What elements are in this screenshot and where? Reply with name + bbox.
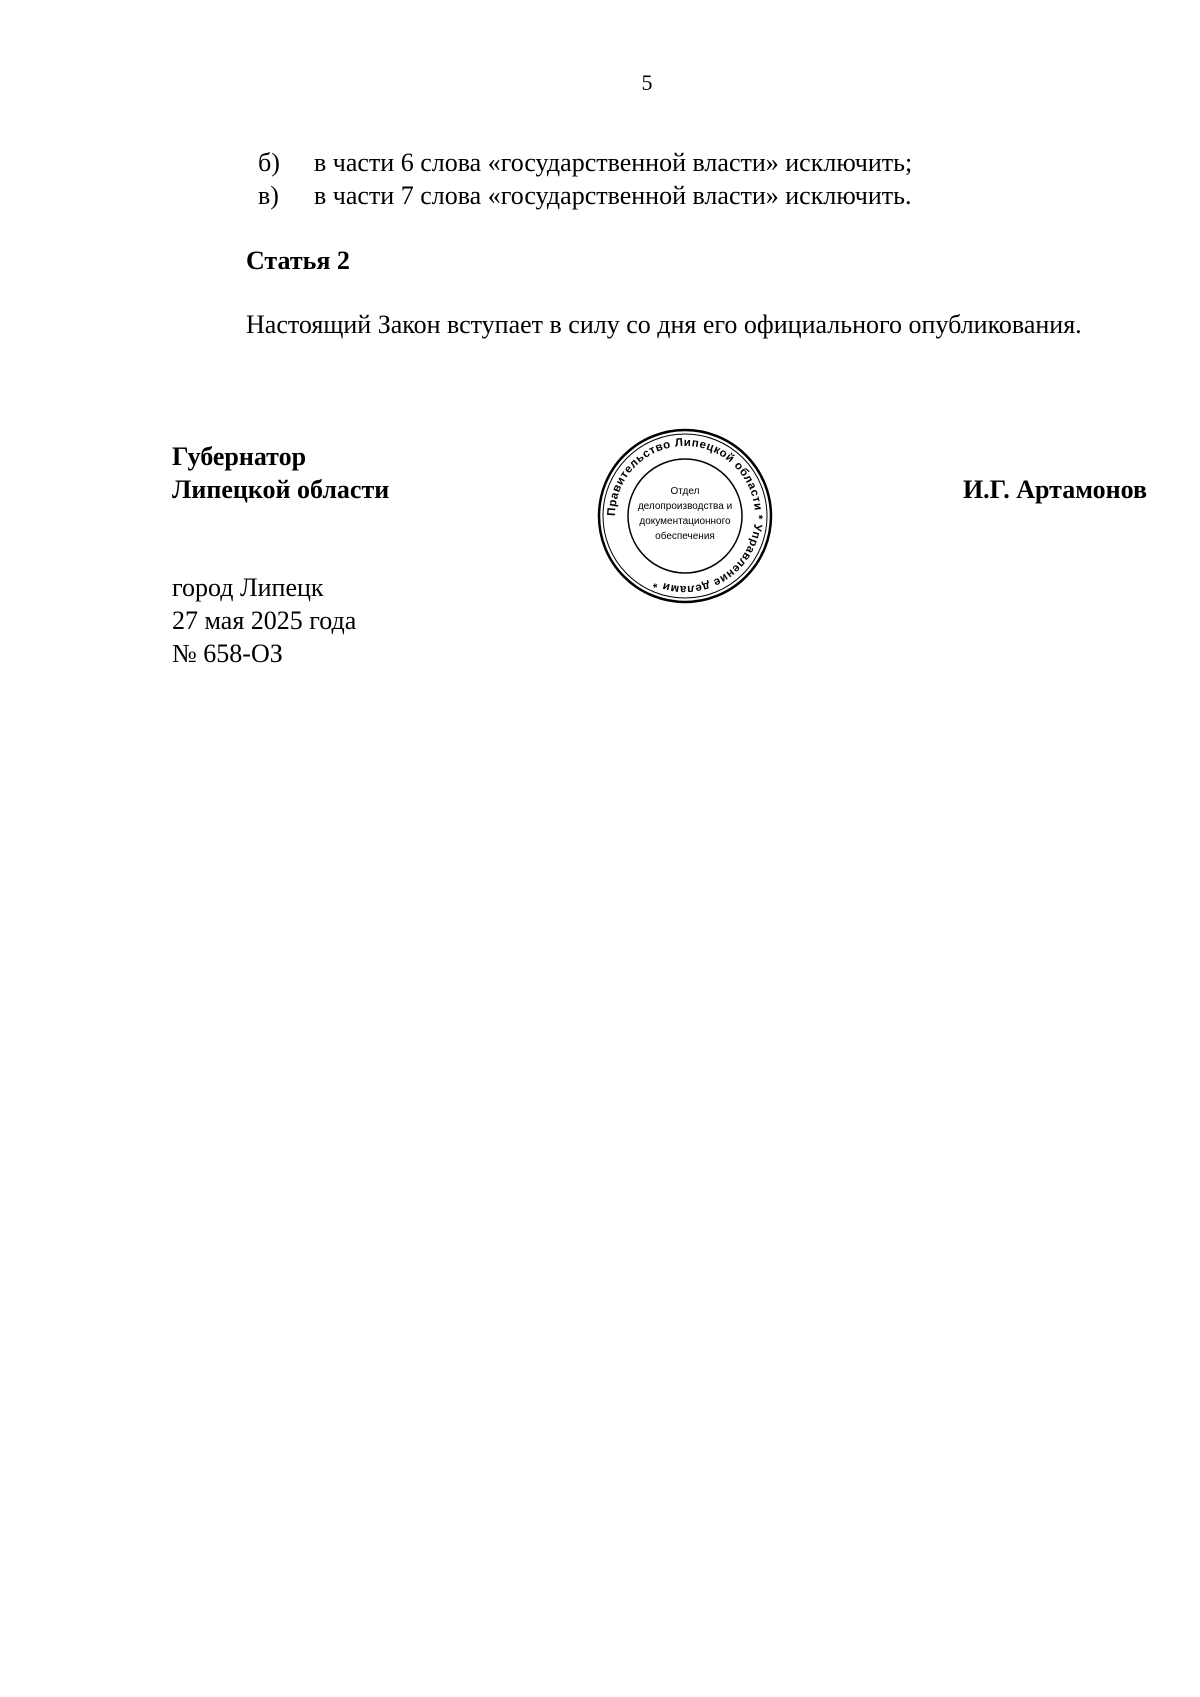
stamp-inner-line1: Отдел	[670, 486, 700, 497]
city-label: город Липецк	[172, 573, 324, 602]
list-item	[258, 179, 912, 212]
date-label: 27 мая 2025 года	[172, 606, 357, 635]
stamp-inner-line2: делопроизводства и	[637, 501, 733, 512]
document-footer	[172, 571, 356, 670]
law-number: № 658-ОЗ	[172, 639, 283, 668]
article-heading: Статья 2	[246, 246, 350, 275]
stamp-outer-text: Правительство Липецкой области * Управление делами *	[605, 436, 765, 596]
stamp-inner-line4: обеспечения	[655, 531, 715, 542]
list-item-marker: в)	[258, 181, 279, 210]
list-item-text: в части 7 слова «государственной власти» исключить.	[314, 181, 912, 210]
list-item-marker: б)	[258, 148, 280, 177]
list-item	[258, 146, 912, 179]
page-number: 5	[641, 70, 653, 95]
signatory-title	[172, 440, 389, 506]
signatory-title-line2: Липецкой области	[172, 475, 390, 504]
official-seal-stamp	[595, 426, 775, 606]
signatory-title-line1: Губернатор	[172, 442, 307, 471]
article-body: Настоящий Закон вступает в силу со дня его официального опубликования.	[246, 310, 1082, 339]
list-item-text: в части 6 слова «государственной власти» исключить;	[314, 148, 913, 177]
stamp-inner-line3: документационного	[639, 516, 731, 527]
signatory-name: И.Г. Артамонов	[962, 475, 1147, 504]
amendments-list	[258, 146, 912, 212]
